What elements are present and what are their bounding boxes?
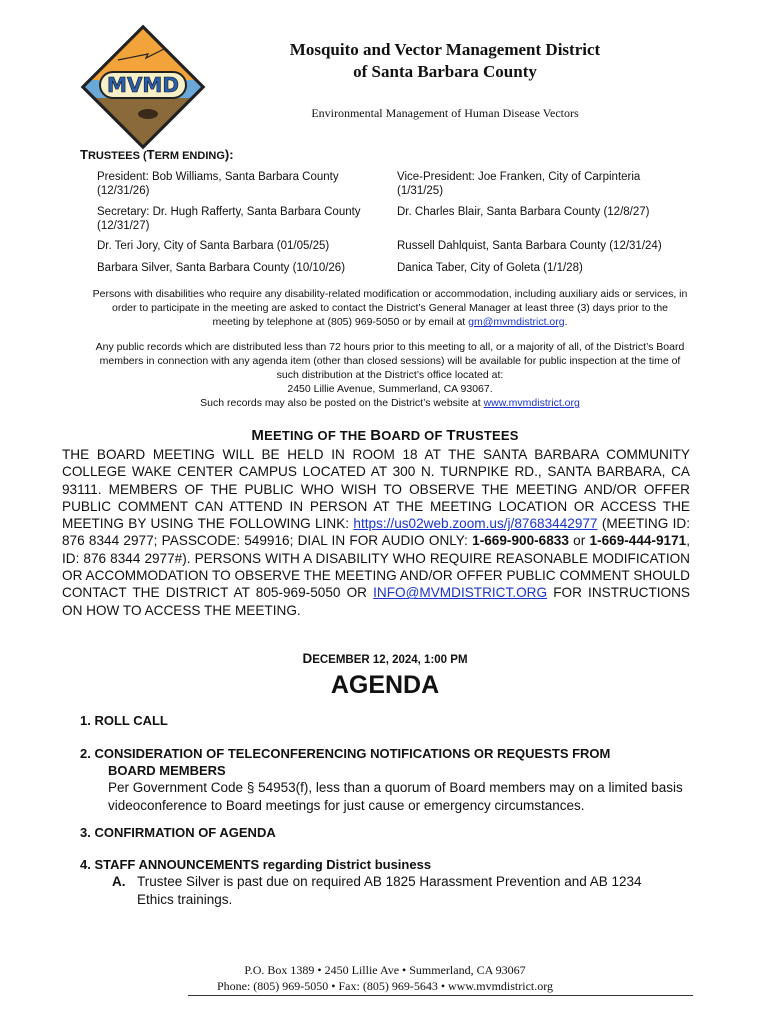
- agenda-item-4: 4. STAFF ANNOUNCEMENTS regarding District business: [80, 857, 432, 872]
- org-tagline: Environmental Management of Human Disease Vectors: [311, 106, 579, 120]
- agenda-item-2: 2. CONSIDERATION OF TELECONFERENCING NOTIFICATIONS OR REQUESTS FROM: [80, 746, 611, 761]
- trustee-taber: Danica Taber, City of Goleta (1/1/28): [397, 262, 583, 274]
- dial-in-phone-1: 1-669-900-6833: [472, 533, 569, 549]
- agenda-title: AGENDA: [330, 671, 440, 699]
- logo-text: MVMD: [107, 73, 179, 97]
- trustee-blair: Dr. Charles Blair, Santa Barbara County (12/8/27): [397, 206, 650, 218]
- agenda-item-3: 3. CONFIRMATION OF AGENDA: [80, 825, 276, 840]
- meeting-heading: MEETING OF THE BOARD OF TRUSTEES: [251, 427, 519, 444]
- agenda-item-1: 1. ROLL CALL: [80, 713, 168, 728]
- trustee-vice-president: Vice-President: Joe Franken, City of Carpinteria (1/31/25): [397, 171, 641, 197]
- agenda-item-4a-label: A.: [112, 874, 126, 889]
- trustee-silver: Barbara Silver, Santa Barbara County (10/10/26): [97, 262, 346, 274]
- trustee-president: President: Bob Williams, Santa Barbara County (12/31/26): [97, 171, 339, 197]
- zoom-link[interactable]: https://us02web.zoom.us/j/87683442977: [353, 516, 598, 532]
- footer-address: P.O. Box 1389 • 2450 Lillie Ave • Summerland, CA 93067: [244, 963, 526, 977]
- footer-contact: Phone: (805) 969-5050 • Fax: (805) 969-5643 • www.mvmdistrict.org: [216, 979, 554, 993]
- trustees-heading: TRUSTEES (TERM ENDING):: [80, 147, 234, 162]
- meeting-date: DECEMBER 12, 2024, 1:00 PM: [302, 651, 468, 666]
- org-name-line1: Mosquito and Vector Management District: [289, 40, 601, 59]
- accessibility-notice: Persons with disabilities who require any disability-related modification or accommodation, including auxiliary aids or services, in order to participate in the meeting are asked to contact the District’s General Manager at least three (3) days prior to the meeting by telephone at (805) 969-5050 or by email at gm@mvmdistrict.org.: [92, 288, 688, 328]
- meeting-details: THE BOARD MEETING WILL BE HELD IN ROOM 18 AT THE SANTA BARBARA COMMUNITY COLLEGE WAKE CENTER CAMPUS LOCATED AT 300 N. TURNPIKE RD., SANTA BARBARA, CA 93111. MEMBERS OF THE PUBLIC WHO WISH TO OBSERVE THE MEETING AND/OR OFFER PUBLIC COMMENT CAN ATTEND IN PERSON AT THE MEETING LOCATION OR ACCESS THE MEETING BY USING THE FOLLOWING LINK: https://us02web.zoom.us/j/87683442977 (MEETING ID: 876 8344 2977; PASSCODE: 549916; DIAL IN FOR AUDIO ONLY: 1-669-900-6833 or 1-669-444-9171, ID: 876 8344 2977#). PERSONS WITH A DISABILITY WHO REQUIRE REASONABLE MODIFICATION OR ACCOMMODATION TO OBSERVE THE MEETING AND/OR OFFER PUBLIC COMMENT SHOULD CONTACT THE DISTRICT AT 805-969-5050 OR INFO@MVMDISTRICT.ORG FOR INSTRUCTIONS ON HOW TO ACCESS THE MEETING.: [62, 447, 691, 618]
- mvmd-logo: [78, 22, 208, 152]
- gm-email-link[interactable]: gm@mvmdistrict.org: [468, 316, 565, 328]
- trustee-dahlquist: Russell Dahlquist, Santa Barbara County (12/31/24): [397, 240, 662, 252]
- trustee-secretary: Secretary: Dr. Hugh Rafferty, Santa Barbara County (12/31/27): [97, 206, 361, 232]
- dial-in-phone-2: 1-669-444-9171: [589, 533, 687, 549]
- public-records-notice: Any public records which are distributed less than 72 hours prior to this meeting to all, or a majority of all, of the District’s Board members in connection with any agenda item (other than closed sessions) will be available for public inspection at the time of such distribution at the District’s office located at: 2450 Lillie Avenue, Summerland, CA 93067. Such records may also be posted on the District’s website at www.mvmdistrict.org: [95, 341, 685, 409]
- agenda-item-2-body: Per Government Code § 54953(f), less than a quorum of Board members may on a limited basis videoconference to Board meetings for just cause or emergency circumstances.: [108, 780, 683, 813]
- agenda-item-2-cont: BOARD MEMBERS: [108, 763, 226, 778]
- agenda-item-4a-text: Trustee Silver is past due on required AB 1825 Harassment Prevention and AB 1234 Ethics trainings.: [137, 874, 642, 907]
- info-email-link[interactable]: INFO@MVMDISTRICT.ORG: [373, 585, 548, 601]
- footer-divider: [188, 995, 693, 996]
- website-link[interactable]: www.mvmdistrict.org: [483, 397, 580, 409]
- org-name-line2: of Santa Barbara County: [353, 62, 537, 81]
- trustee-jory: Dr. Teri Jory, City of Santa Barbara (01/05/25): [97, 240, 330, 252]
- office-address: 2450 Lillie Avenue, Summerland, CA 93067.: [287, 383, 493, 395]
